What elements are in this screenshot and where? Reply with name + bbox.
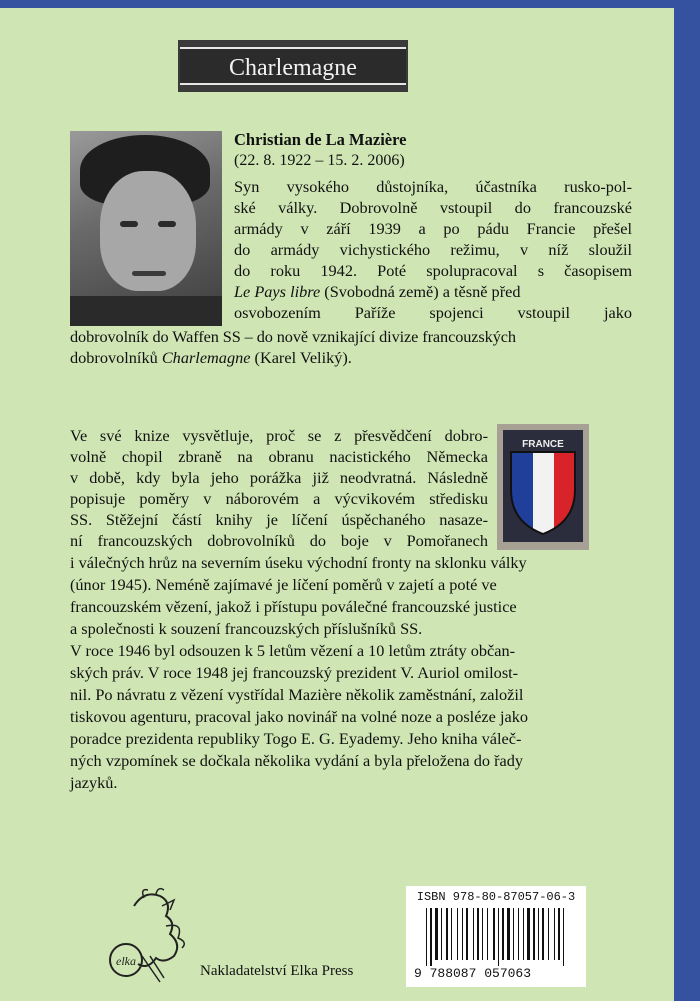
text-line: popisuje poměry v náborovém a výcvikovém středisku [70, 489, 488, 508]
author-photo [70, 131, 222, 326]
text-line: (únor 1945). Neméně zajímavé je líčení poměrů v zajetí a poté ve [70, 575, 497, 594]
bio-line: do armády vichystického režimu, v níž sloužil [234, 240, 632, 259]
author-dates: (22. 8. 1922 – 15. 2. 2006) [234, 152, 405, 169]
barcode-number: 9 788087 057063 [414, 966, 532, 981]
logo-text: elka [116, 954, 136, 968]
series-title: Charlemagne [229, 55, 357, 81]
text-line: V roce 1946 byl odsouzen k 5 letům vězení a 10 letům ztráty občan- [70, 641, 516, 660]
isbn-barcode-box [406, 886, 586, 987]
bio-line: do roku 1942. Poté spolupracoval s časopisem [234, 261, 632, 280]
france-shield-icon [503, 430, 583, 542]
bio-line-italic: Le Pays libre (Svobodná země) a těsně před [234, 282, 521, 301]
text-line: a společnosti k souzení francouzských příslušníků SS. [70, 619, 423, 638]
bio-line: osvobozením Paříže spojenci vstoupil jako [234, 303, 632, 322]
badge-label: FRANCE [522, 439, 564, 450]
bio-line: ské války. Dobrovolně vstoupil do francouzské [234, 198, 632, 217]
text-line: i válečných hrůz na severním úseku východní fronty na sklonku války [70, 553, 527, 572]
bio-line: Syn vysokého důstojníka, účastníka rusko-pol- [234, 177, 632, 196]
text-line: ní francouzských dobrovolníků do boje v Pomořanech [70, 531, 488, 550]
text-line: ných vzpomínek se dočkala několika vydání a byla přeložena do řady [70, 751, 523, 770]
france-badge-photo [497, 424, 589, 550]
text-line: SS. Stěžejní částí knihy je líčení úspěchaného nasaze- [70, 510, 488, 529]
publisher-name: Nakladatelství Elka Press [200, 963, 354, 979]
isbn-label: ISBN 978-80-87057-06-3 [416, 890, 576, 904]
right-blue-frame [672, 0, 700, 1001]
text-line: ských práv. V roce 1948 jej francouzský prezident V. Auriol omilost- [70, 663, 519, 682]
text-line: nil. Po návratu z vězení vystřídal Mazière několik zaměstnání, založil [70, 685, 524, 704]
bio-line-italic: dobrovolníků Charlemagne (Karel Veliký). [70, 348, 352, 367]
elka-lion-logo-icon [104, 886, 192, 986]
text-line: tiskovou agenturu, pracoval jako novinář na volné noze a posléze jako [70, 707, 528, 726]
text-line: francouzském vězení, jakož i přístupu poválečné francouzské justice [70, 597, 517, 616]
text-line: jazyků. [70, 773, 118, 792]
text-line: Ve své knize vysvětluje, proč se z přesvědčení dobro- [70, 426, 488, 445]
text-line: poradce prezidenta republiky Togo E. G. Eyademy. Jeho kniha váleč- [70, 729, 522, 748]
author-name: Christian de La Mazière [234, 130, 407, 149]
series-title-banner [178, 40, 408, 92]
text-line: volně chopil zbraně na obranu nacistického Německa [70, 447, 488, 466]
text-line: v době, kdy byla jeho porážka již neodvratná. Následně [70, 468, 488, 487]
bio-line: dobrovolník do Waffen SS – do nově vznikající divize francouzských [70, 327, 516, 346]
barcode-icon [424, 908, 578, 966]
bio-line: armády v září 1939 a po pádu Francie přešel [234, 219, 632, 238]
